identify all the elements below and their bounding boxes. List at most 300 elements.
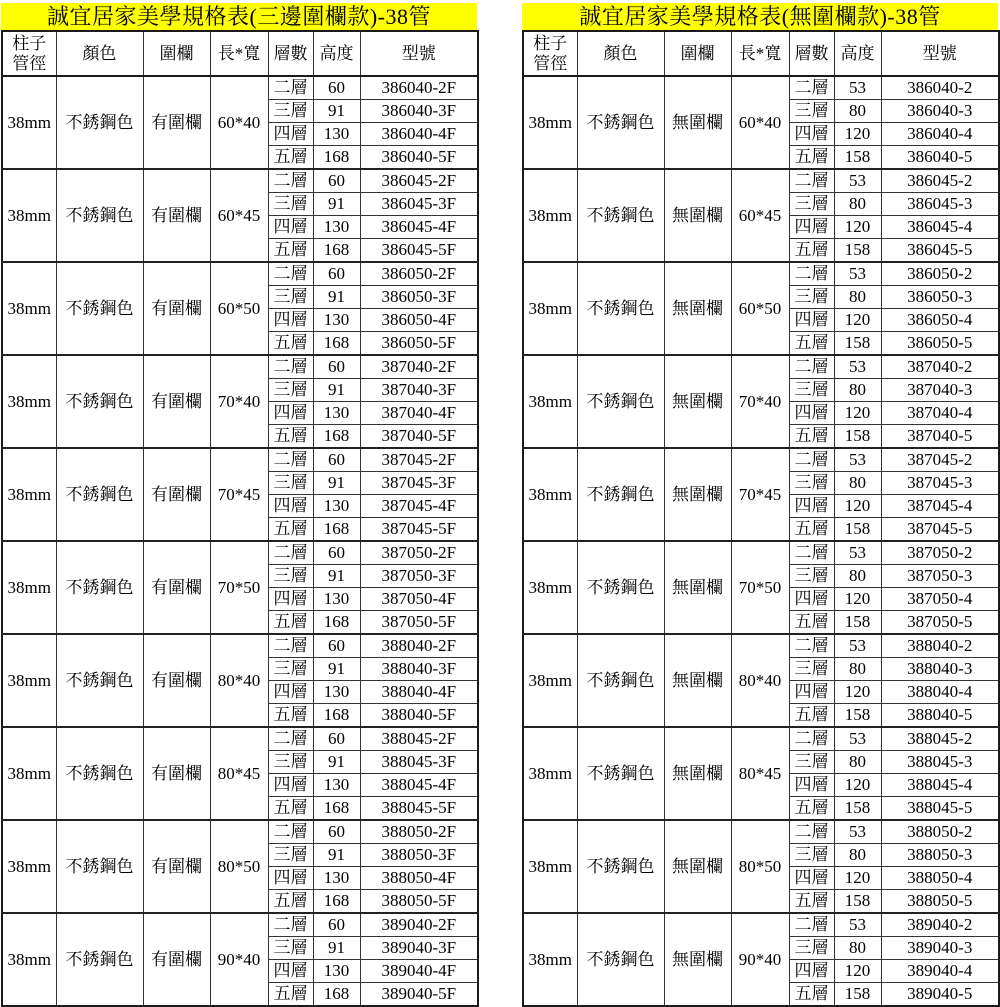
layers-cell: 五層 — [789, 797, 834, 821]
color-cell: 不銹鋼色 — [56, 913, 143, 1006]
height-cell: 120 — [834, 867, 881, 890]
spec-group-row — [2, 76, 478, 100]
height-cell: 168 — [313, 611, 360, 635]
height-cell: 168 — [313, 332, 360, 356]
layers-cell: 五層 — [268, 239, 313, 263]
fence-cell: 有圍欄 — [143, 634, 210, 727]
model-cell: 389040-2 — [881, 913, 999, 937]
size-cell: 60*40 — [210, 76, 268, 169]
size-cell: 80*40 — [731, 634, 789, 727]
pipe-diameter-cell: 38mm — [2, 262, 56, 355]
model-cell: 389040-4 — [881, 960, 999, 983]
height-cell: 53 — [834, 820, 881, 844]
fence-cell: 無圍欄 — [664, 76, 731, 169]
column-header-fence: 圍欄 — [664, 31, 731, 76]
spec-group-row — [2, 913, 478, 937]
height-cell: 53 — [834, 355, 881, 379]
layers-cell: 四層 — [268, 867, 313, 890]
layers-cell: 四層 — [268, 681, 313, 704]
color-cell: 不銹鋼色 — [56, 727, 143, 820]
model-cell: 388040-3 — [881, 658, 999, 681]
height-cell: 130 — [313, 123, 360, 146]
pipe-diameter-cell: 38mm — [523, 541, 577, 634]
model-cell: 386040-5F — [360, 146, 478, 170]
model-cell: 387050-4 — [881, 588, 999, 611]
layers-cell: 五層 — [789, 146, 834, 170]
height-cell: 158 — [834, 611, 881, 635]
fence-cell: 無圍欄 — [664, 820, 731, 913]
size-cell: 60*50 — [210, 262, 268, 355]
pipe-diameter-cell: 38mm — [2, 727, 56, 820]
layers-cell: 三層 — [789, 193, 834, 216]
model-cell: 387040-2 — [881, 355, 999, 379]
fence-cell: 有圍欄 — [143, 820, 210, 913]
height-cell: 53 — [834, 169, 881, 193]
color-cell: 不銹鋼色 — [56, 169, 143, 262]
size-cell: 70*45 — [731, 448, 789, 541]
color-cell: 不銹鋼色 — [56, 541, 143, 634]
layers-cell: 五層 — [268, 983, 313, 1007]
fenced-grid-header — [2, 31, 478, 76]
layers-cell: 二層 — [268, 169, 313, 193]
model-cell: 388045-4F — [360, 774, 478, 797]
model-cell: 388045-4 — [881, 774, 999, 797]
height-cell: 130 — [313, 588, 360, 611]
height-cell: 130 — [313, 495, 360, 518]
height-cell: 60 — [313, 76, 360, 100]
height-cell: 91 — [313, 472, 360, 495]
spec-group-row — [2, 541, 478, 565]
height-cell: 91 — [313, 937, 360, 960]
layers-cell: 四層 — [789, 681, 834, 704]
model-cell: 388050-3F — [360, 844, 478, 867]
spec-group-row — [2, 262, 478, 286]
layers-cell: 二層 — [268, 913, 313, 937]
model-cell: 388040-3F — [360, 658, 478, 681]
model-cell: 387050-5 — [881, 611, 999, 635]
model-cell: 386045-5F — [360, 239, 478, 263]
model-cell: 386050-5F — [360, 332, 478, 356]
spec-group-row — [2, 634, 478, 658]
model-cell: 386050-2F — [360, 262, 478, 286]
layers-cell: 三層 — [789, 472, 834, 495]
model-cell: 388050-2 — [881, 820, 999, 844]
column-header-pipe-diameter: 柱子 管徑 — [523, 31, 577, 76]
height-cell: 168 — [313, 983, 360, 1007]
layers-cell: 三層 — [268, 565, 313, 588]
model-cell: 387050-3F — [360, 565, 478, 588]
model-cell: 388050-4 — [881, 867, 999, 890]
spec-group-row — [523, 820, 999, 844]
layers-cell: 四層 — [789, 588, 834, 611]
model-cell: 387045-5 — [881, 518, 999, 542]
layers-cell: 三層 — [268, 658, 313, 681]
fence-cell: 無圍欄 — [664, 169, 731, 262]
layers-cell: 三層 — [789, 658, 834, 681]
model-cell: 386045-5 — [881, 239, 999, 263]
fence-cell: 有圍欄 — [143, 76, 210, 169]
size-cell: 60*50 — [731, 262, 789, 355]
height-cell: 80 — [834, 658, 881, 681]
size-cell: 90*40 — [731, 913, 789, 1006]
height-cell: 168 — [313, 704, 360, 728]
model-cell: 388045-5 — [881, 797, 999, 821]
pipe-diameter-cell: 38mm — [523, 820, 577, 913]
height-cell: 60 — [313, 913, 360, 937]
height-cell: 120 — [834, 495, 881, 518]
fence-cell: 無圍欄 — [664, 262, 731, 355]
color-cell: 不銹鋼色 — [577, 913, 664, 1006]
layers-cell: 五層 — [268, 797, 313, 821]
size-cell: 70*50 — [731, 541, 789, 634]
size-cell: 70*40 — [210, 355, 268, 448]
spec-group-row — [523, 727, 999, 751]
height-cell: 80 — [834, 751, 881, 774]
height-cell: 80 — [834, 379, 881, 402]
model-cell: 386050-4F — [360, 309, 478, 332]
height-cell: 80 — [834, 472, 881, 495]
color-cell: 不銹鋼色 — [577, 355, 664, 448]
layers-cell: 四層 — [789, 960, 834, 983]
model-cell: 386050-5 — [881, 332, 999, 356]
height-cell: 158 — [834, 518, 881, 542]
layers-cell: 三層 — [268, 193, 313, 216]
spec-table-unfenced — [522, 1, 998, 1007]
pipe-diameter-cell: 38mm — [2, 820, 56, 913]
model-cell: 388045-5F — [360, 797, 478, 821]
size-cell: 70*50 — [210, 541, 268, 634]
fenced-table-title: 誠宜居家美學規格表(三邊圍欄款)-38管 — [1, 3, 477, 30]
layers-cell: 三層 — [789, 379, 834, 402]
model-cell: 386040-4F — [360, 123, 478, 146]
layers-cell: 四層 — [789, 309, 834, 332]
layers-cell: 五層 — [789, 704, 834, 728]
pipe-diameter-cell: 38mm — [523, 913, 577, 1006]
layers-cell: 三層 — [789, 100, 834, 123]
layers-cell: 四層 — [268, 123, 313, 146]
spec-group-row — [523, 262, 999, 286]
spec-group-row — [2, 448, 478, 472]
height-cell: 168 — [313, 890, 360, 914]
fence-cell: 有圍欄 — [143, 169, 210, 262]
spec-group-row — [2, 727, 478, 751]
height-cell: 91 — [313, 379, 360, 402]
height-cell: 120 — [834, 402, 881, 425]
height-cell: 60 — [313, 634, 360, 658]
height-cell: 130 — [313, 402, 360, 425]
height-cell: 91 — [313, 193, 360, 216]
height-cell: 158 — [834, 797, 881, 821]
model-cell: 387040-4F — [360, 402, 478, 425]
model-cell: 387050-3 — [881, 565, 999, 588]
model-cell: 388040-5 — [881, 704, 999, 728]
layers-cell: 三層 — [789, 751, 834, 774]
spec-group-row — [2, 355, 478, 379]
color-cell: 不銹鋼色 — [577, 727, 664, 820]
spec-group-row — [523, 169, 999, 193]
spec-group-row — [523, 541, 999, 565]
layers-cell: 五層 — [789, 332, 834, 356]
model-cell: 386040-2 — [881, 76, 999, 100]
layers-cell: 四層 — [268, 588, 313, 611]
layers-cell: 五層 — [789, 890, 834, 914]
pipe-diameter-cell: 38mm — [2, 448, 56, 541]
fenced-grid-body — [2, 76, 478, 1006]
layers-cell: 四層 — [268, 495, 313, 518]
height-cell: 80 — [834, 565, 881, 588]
model-cell: 389040-2F — [360, 913, 478, 937]
column-header-height: 高度 — [834, 31, 881, 76]
height-cell: 168 — [313, 239, 360, 263]
model-cell: 389040-4F — [360, 960, 478, 983]
height-cell: 80 — [834, 844, 881, 867]
layers-cell: 四層 — [789, 867, 834, 890]
pipe-diameter-cell: 38mm — [523, 634, 577, 727]
height-cell: 53 — [834, 76, 881, 100]
layers-cell: 四層 — [268, 402, 313, 425]
layers-cell: 五層 — [268, 611, 313, 635]
layers-cell: 二層 — [789, 448, 834, 472]
model-cell: 387050-2F — [360, 541, 478, 565]
spec-group-row — [2, 820, 478, 844]
model-cell: 388050-5 — [881, 890, 999, 914]
spec-group-row — [523, 913, 999, 937]
height-cell: 158 — [834, 425, 881, 449]
layers-cell: 五層 — [268, 146, 313, 170]
model-cell: 388050-3 — [881, 844, 999, 867]
color-cell: 不銹鋼色 — [577, 262, 664, 355]
layers-cell: 四層 — [789, 495, 834, 518]
height-cell: 80 — [834, 937, 881, 960]
model-cell: 386050-3F — [360, 286, 478, 309]
height-cell: 120 — [834, 309, 881, 332]
height-cell: 120 — [834, 774, 881, 797]
fence-cell: 有圍欄 — [143, 355, 210, 448]
spec-table-fenced — [1, 1, 477, 1007]
size-cell: 60*40 — [731, 76, 789, 169]
layers-cell: 三層 — [789, 565, 834, 588]
layers-cell: 二層 — [789, 355, 834, 379]
model-cell: 387050-4F — [360, 588, 478, 611]
height-cell: 80 — [834, 193, 881, 216]
layers-cell: 五層 — [789, 425, 834, 449]
height-cell: 130 — [313, 309, 360, 332]
layers-cell: 四層 — [789, 402, 834, 425]
fence-cell: 無圍欄 — [664, 634, 731, 727]
layers-cell: 二層 — [789, 913, 834, 937]
model-cell: 387045-4 — [881, 495, 999, 518]
height-cell: 158 — [834, 239, 881, 263]
height-cell: 130 — [313, 216, 360, 239]
fence-cell: 有圍欄 — [143, 262, 210, 355]
pipe-diameter-cell: 38mm — [2, 355, 56, 448]
spec-group-row — [2, 169, 478, 193]
column-header-color: 顏色 — [577, 31, 664, 76]
color-cell: 不銹鋼色 — [577, 76, 664, 169]
layers-cell: 二層 — [268, 727, 313, 751]
height-cell: 91 — [313, 751, 360, 774]
column-header-pipe-diameter: 柱子 管徑 — [2, 31, 56, 76]
layers-cell: 四層 — [268, 960, 313, 983]
color-cell: 不銹鋼色 — [56, 355, 143, 448]
model-cell: 386045-2 — [881, 169, 999, 193]
model-cell: 389040-3 — [881, 937, 999, 960]
fence-cell: 有圍欄 — [143, 913, 210, 1006]
layers-cell: 五層 — [789, 518, 834, 542]
layers-cell: 四層 — [789, 123, 834, 146]
color-cell: 不銹鋼色 — [56, 262, 143, 355]
layers-cell: 三層 — [789, 844, 834, 867]
fence-cell: 有圍欄 — [143, 448, 210, 541]
color-cell: 不銹鋼色 — [577, 820, 664, 913]
pipe-diameter-cell: 38mm — [523, 355, 577, 448]
color-cell: 不銹鋼色 — [577, 448, 664, 541]
layers-cell: 三層 — [268, 286, 313, 309]
height-cell: 60 — [313, 820, 360, 844]
layers-cell: 五層 — [268, 332, 313, 356]
height-cell: 60 — [313, 448, 360, 472]
model-cell: 386040-4 — [881, 123, 999, 146]
spec-group-row — [523, 448, 999, 472]
model-cell: 389040-5F — [360, 983, 478, 1007]
height-cell: 120 — [834, 123, 881, 146]
layers-cell: 五層 — [789, 239, 834, 263]
size-cell: 70*40 — [731, 355, 789, 448]
size-cell: 60*45 — [210, 169, 268, 262]
model-cell: 386045-3F — [360, 193, 478, 216]
fence-cell: 無圍欄 — [664, 448, 731, 541]
layers-cell: 四層 — [268, 216, 313, 239]
column-header-size: 長*寬 — [731, 31, 789, 76]
color-cell: 不銹鋼色 — [56, 448, 143, 541]
model-cell: 387040-3 — [881, 379, 999, 402]
height-cell: 158 — [834, 983, 881, 1007]
layers-cell: 三層 — [789, 286, 834, 309]
fence-cell: 無圍欄 — [664, 727, 731, 820]
model-cell: 387045-2F — [360, 448, 478, 472]
model-cell: 386045-4F — [360, 216, 478, 239]
model-cell: 386040-3F — [360, 100, 478, 123]
fence-cell: 有圍欄 — [143, 727, 210, 820]
color-cell: 不銹鋼色 — [56, 820, 143, 913]
model-cell: 387050-5F — [360, 611, 478, 635]
height-cell: 130 — [313, 681, 360, 704]
size-cell: 80*50 — [731, 820, 789, 913]
model-cell: 388050-5F — [360, 890, 478, 914]
color-cell: 不銹鋼色 — [577, 169, 664, 262]
layers-cell: 四層 — [789, 774, 834, 797]
model-cell: 387050-2 — [881, 541, 999, 565]
color-cell: 不銹鋼色 — [56, 76, 143, 169]
layers-cell: 二層 — [268, 262, 313, 286]
size-cell: 80*45 — [210, 727, 268, 820]
model-cell: 387045-5F — [360, 518, 478, 542]
height-cell: 53 — [834, 634, 881, 658]
layers-cell: 三層 — [789, 937, 834, 960]
model-cell: 388040-4F — [360, 681, 478, 704]
height-cell: 60 — [313, 262, 360, 286]
fenced-spec-grid — [1, 30, 479, 1007]
layers-cell: 五層 — [268, 518, 313, 542]
pipe-diameter-cell: 38mm — [523, 76, 577, 169]
height-cell: 91 — [313, 565, 360, 588]
model-cell: 386050-4 — [881, 309, 999, 332]
model-cell: 388045-2 — [881, 727, 999, 751]
layers-cell: 二層 — [268, 448, 313, 472]
size-cell: 80*40 — [210, 634, 268, 727]
model-cell: 386045-4 — [881, 216, 999, 239]
layers-cell: 五層 — [268, 704, 313, 728]
height-cell: 91 — [313, 100, 360, 123]
height-cell: 158 — [834, 890, 881, 914]
height-cell: 130 — [313, 774, 360, 797]
model-cell: 386045-3 — [881, 193, 999, 216]
height-cell: 168 — [313, 518, 360, 542]
height-cell: 60 — [313, 355, 360, 379]
size-cell: 90*40 — [210, 913, 268, 1006]
layers-cell: 二層 — [268, 355, 313, 379]
column-header-model: 型號 — [360, 31, 478, 76]
column-header-fence: 圍欄 — [143, 31, 210, 76]
layers-cell: 二層 — [268, 541, 313, 565]
layers-cell: 二層 — [789, 727, 834, 751]
size-cell: 80*45 — [731, 727, 789, 820]
layers-cell: 三層 — [268, 751, 313, 774]
size-cell: 80*50 — [210, 820, 268, 913]
model-cell: 387040-5F — [360, 425, 478, 449]
layers-cell: 二層 — [789, 634, 834, 658]
height-cell: 53 — [834, 913, 881, 937]
model-cell: 387040-4 — [881, 402, 999, 425]
height-cell: 168 — [313, 146, 360, 170]
spec-group-row — [523, 355, 999, 379]
model-cell: 389040-5 — [881, 983, 999, 1007]
layers-cell: 二層 — [789, 76, 834, 100]
height-cell: 158 — [834, 704, 881, 728]
layers-cell: 三層 — [268, 844, 313, 867]
unfenced-grid-body — [523, 76, 999, 1006]
height-cell: 120 — [834, 588, 881, 611]
model-cell: 386040-5 — [881, 146, 999, 170]
height-cell: 130 — [313, 960, 360, 983]
color-cell: 不銹鋼色 — [577, 634, 664, 727]
layers-cell: 四層 — [789, 216, 834, 239]
layers-cell: 二層 — [268, 820, 313, 844]
color-cell: 不銹鋼色 — [56, 634, 143, 727]
layers-cell: 五層 — [789, 611, 834, 635]
fence-cell: 無圍欄 — [664, 913, 731, 1006]
height-cell: 91 — [313, 658, 360, 681]
layers-cell: 三層 — [268, 100, 313, 123]
column-header-model: 型號 — [881, 31, 999, 76]
height-cell: 158 — [834, 146, 881, 170]
column-header-height: 高度 — [313, 31, 360, 76]
model-cell: 388040-4 — [881, 681, 999, 704]
model-cell: 388045-3F — [360, 751, 478, 774]
column-header-layers: 層數 — [789, 31, 834, 76]
fence-cell: 無圍欄 — [664, 355, 731, 448]
pipe-diameter-cell: 38mm — [2, 541, 56, 634]
model-cell: 388050-2F — [360, 820, 478, 844]
layers-cell: 五層 — [268, 425, 313, 449]
fence-cell: 有圍欄 — [143, 541, 210, 634]
layers-cell: 二層 — [789, 541, 834, 565]
model-cell: 388045-3 — [881, 751, 999, 774]
layers-cell: 二層 — [789, 262, 834, 286]
model-cell: 387045-3F — [360, 472, 478, 495]
column-header-size: 長*寬 — [210, 31, 268, 76]
model-cell: 387040-5 — [881, 425, 999, 449]
